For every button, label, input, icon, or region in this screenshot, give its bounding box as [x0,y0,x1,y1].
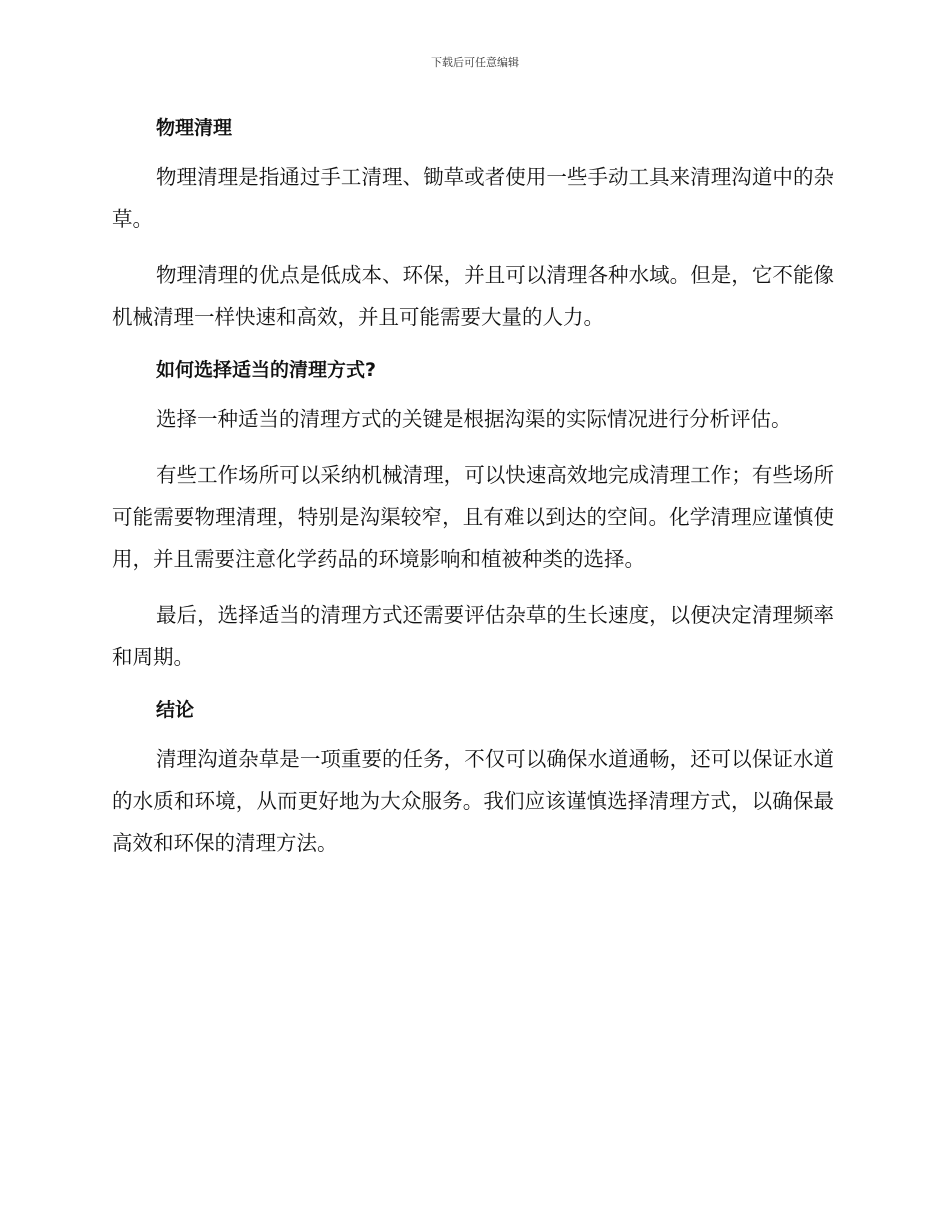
paragraph-choose-options: 有些工作场所可以采纳机械清理，可以快速高效地完成清理工作；有些场所可能需要物理清理，特别是沟渠较窄，且有难以到达的空间。化学清理应谨慎使用，并且需要注意化学药品的环境影响和植被种类的选择。 [112,463,834,571]
paragraph-choose-key: 选择一种适当的清理方式的关键是根据沟渠的实际情况进行分析评估。 [156,407,792,431]
paragraph-physical-definition: 物理清理是指通过手工清理、锄草或者使用一些手动工具来清理沟道中的杂草。 [112,165,834,231]
page-header: 下载后可任意编辑 [431,56,519,69]
section-heading-conclusion: 结论 [156,699,195,721]
paragraph-conclusion: 清理沟道杂草是一项重要的任务，不仅可以确保水道通畅，还可以保证水道的水质和环境，从而更好地为大众服务。我们应该谨慎选择清理方式，以确保最高效和环保的清理方法。 [112,747,834,855]
paragraph-physical-pros-cons: 物理清理的优点是低成本、环保，并且可以清理各种水域。但是，它不能像机械清理一样快速和高效，并且可能需要大量的人力。 [112,263,834,329]
document-body [112,110,834,864]
section-heading-physical: 物理清理 [156,117,233,139]
section-heading-choose: 如何选择适当的清理方式? [156,359,377,381]
paragraph-choose-growth: 最后，选择适当的清理方式还需要评估杂草的生长速度，以便决定清理频率和周期。 [112,603,834,669]
